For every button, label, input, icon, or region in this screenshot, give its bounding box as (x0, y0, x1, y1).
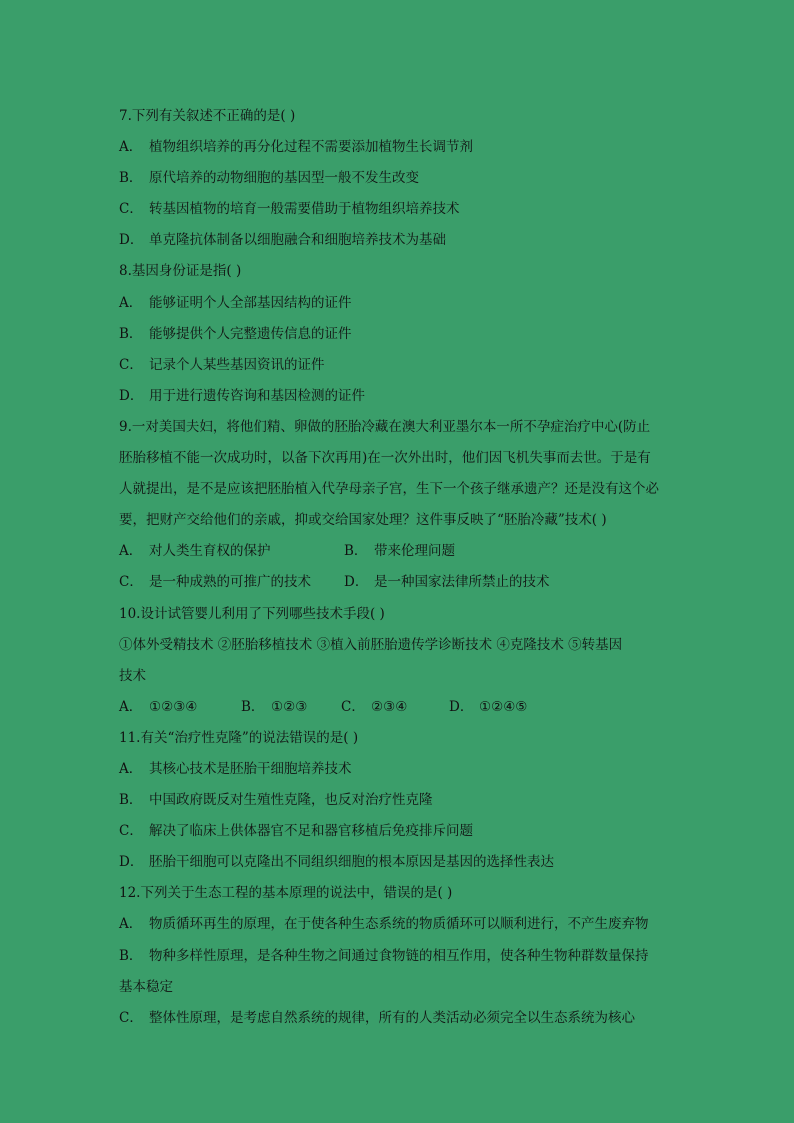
question-stem-line: 要，把财产交给他们的亲戚，抑或交给国家处理？这件事反映了“胚胎冷藏”技术( ) (119, 512, 607, 529)
option-a: A． 能够证明个人全部基因结构的证件 (119, 294, 352, 311)
option-b-label: B． (344, 543, 368, 560)
option-a-text: 对人类生育权的保护 (149, 543, 271, 560)
question-stem-line: 9.一对美国夫妇，将他们精、卵做的胚胎冷藏在澳大利亚墨尔本一所不孕症治疗中心(防止 (119, 418, 651, 435)
question-stem: 11.有关“治疗性克隆”的说法错误的是( ) (119, 729, 359, 746)
option-c-text: 是一种成熟的可推广的技术 (149, 574, 311, 591)
items-line: 技术 (119, 667, 146, 684)
options-row (119, 692, 679, 723)
option-a-text: ①②③④ (149, 698, 198, 715)
option-b-continuation: 基本稳定 (119, 978, 173, 995)
question-list (119, 101, 679, 1034)
option-b: B． 物种多样性原理，是各种生物之间通过食物链的相互作用，使各种生物种群数量保持 (119, 947, 649, 964)
question-stem: 12.下列关于生态工程的基本原理的说法中，错误的是( ) (119, 885, 453, 902)
option-c: C． 整体性原理，是考虑自然系统的规律，所有的人类活动必须完全以生态系统为核心 (119, 1009, 635, 1026)
question-stem-line: 人就提出，是不是应该把胚胎植入代孕母亲子宫，生下一个孩子继承遗产？还是没有这个必 (119, 481, 659, 498)
option-d: D． 用于进行遗传咨询和基因检测的证件 (119, 387, 365, 404)
option-d-text: ①②④⑤ (479, 698, 528, 715)
options-row-cd (119, 567, 679, 598)
option-a-label: A． (119, 543, 143, 560)
option-b: B． 中国政府既反对生殖性克隆，也反对治疗性克隆 (119, 792, 433, 809)
option-b-label: B． (241, 698, 265, 715)
option-d-label: D． (449, 698, 474, 715)
question-stem-line: 胚胎移植不能一次成功时，以备下次再用)在一次外出时，他们因飞机失事而去世。于是有 (119, 450, 651, 467)
option-b-text: 带来伦理问题 (374, 543, 455, 560)
option-b-text: ①②③ (271, 698, 308, 715)
option-c: C． 转基因植物的培育一般需要借助于植物组织培养技术 (119, 201, 460, 218)
option-a-label: A． (119, 698, 143, 715)
option-a: A． 物质循环再生的原理，在于使各种生态系统的物质循环可以顺利进行，不产生废弃物 (119, 916, 649, 933)
options-row-ab (119, 536, 679, 567)
question-stem: 7.下列有关叙述不正确的是( ) (119, 108, 296, 124)
option-c-label: C． (341, 698, 365, 715)
option-b: B． 原代培养的动物细胞的基因型一般不发生改变 (119, 170, 419, 187)
option-d: D． 单克隆抗体制备以细胞融合和细胞培养技术为基础 (119, 232, 446, 249)
option-d-text: 是一种国家法律所禁止的技术 (374, 574, 550, 591)
option-c-label: C． (119, 574, 143, 591)
option-a: A． 植物组织培养的再分化过程不需要添加植物生长调节剂 (119, 139, 473, 156)
option-a: A． 其核心技术是胚胎干细胞培养技术 (119, 760, 352, 777)
items-line: ①体外受精技术 ②胚胎移植技术 ③植入前胚胎遗传学诊断技术 ④克隆技术 ⑤转基因 (119, 636, 623, 653)
option-d-label: D． (344, 574, 369, 591)
option-c-text: ②③④ (371, 698, 408, 715)
option-c: C． 记录个人某些基因资讯的证件 (119, 356, 325, 373)
question-stem: 8.基因身份证是指( ) (119, 263, 242, 280)
question-stem: 10.设计试管婴儿利用了下列哪些技术手段( ) (119, 605, 385, 622)
option-b: B． 能够提供个人完整遗传信息的证件 (119, 325, 352, 342)
option-c: C． 解决了临床上供体器官不足和器官移植后免疫排斥问题 (119, 823, 473, 840)
option-d: D． 胚胎干细胞可以克隆出不同组织细胞的根本原因是基因的选择性表达 (119, 854, 554, 871)
